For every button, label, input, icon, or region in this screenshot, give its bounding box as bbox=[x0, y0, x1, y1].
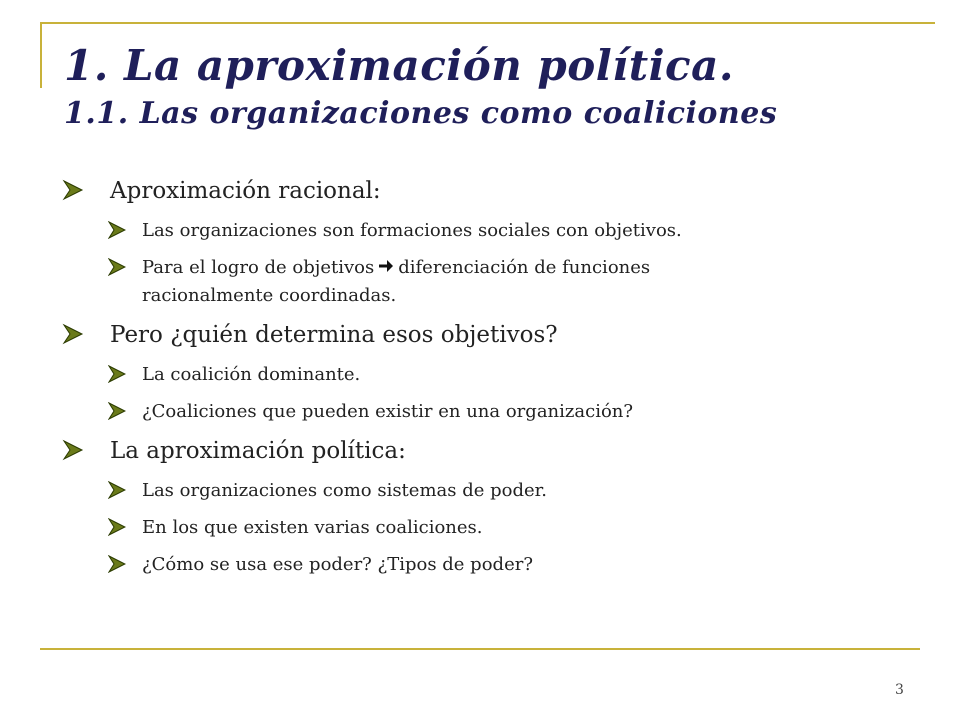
bullet-text: ¿Coaliciones que pueden existir en una organización? bbox=[142, 401, 634, 422]
bullet-text-continuation: racionalmente coordinadas. bbox=[142, 285, 397, 306]
arrowhead-bullet-icon bbox=[108, 258, 126, 276]
page-number: 3 bbox=[895, 682, 904, 698]
bullet-level2 bbox=[62, 398, 922, 426]
bullet-text: Las organizaciones son formaciones sociales con objetivos. bbox=[142, 220, 682, 241]
arrowhead-bullet-icon bbox=[108, 518, 126, 536]
bullet-level2 bbox=[62, 254, 922, 310]
bullet-level2 bbox=[62, 477, 922, 505]
bullet-level1 bbox=[62, 319, 922, 351]
arrowhead-bullet-icon bbox=[62, 323, 84, 345]
bullet-level1 bbox=[62, 175, 922, 207]
slide-title-line2: 1.1. Las organizaciones como coaliciones bbox=[64, 96, 778, 131]
arrowhead-bullet-icon bbox=[108, 555, 126, 573]
bullet-level2 bbox=[62, 514, 922, 542]
title-top-rule bbox=[40, 22, 935, 24]
bullet-level2 bbox=[62, 551, 922, 579]
bullet-text: Pero ¿quién determina esos objetivos? bbox=[110, 322, 558, 348]
right-arrow-icon bbox=[378, 258, 394, 274]
slide-content bbox=[62, 175, 922, 588]
arrowhead-bullet-icon bbox=[62, 439, 84, 461]
bullet-level1 bbox=[62, 435, 922, 467]
bullet-level2 bbox=[62, 361, 922, 389]
bullet-text: Aproximación racional: bbox=[110, 178, 381, 204]
bullet-text: La coalición dominante. bbox=[142, 364, 361, 385]
bullet-text-after: diferenciación de funciones bbox=[398, 257, 651, 278]
arrowhead-bullet-icon bbox=[108, 402, 126, 420]
arrowhead-bullet-icon bbox=[108, 481, 126, 499]
slide-title-line1: 1. La aproximación política. bbox=[64, 41, 734, 90]
arrowhead-bullet-icon bbox=[108, 365, 126, 383]
bullet-text: Las organizaciones como sistemas de poder. bbox=[142, 480, 547, 501]
bullet-text: La aproximación política: bbox=[110, 438, 406, 464]
arrowhead-bullet-icon bbox=[108, 221, 126, 239]
bullet-text: ¿Cómo se usa ese poder? ¿Tipos de poder? bbox=[142, 554, 533, 575]
slide-title bbox=[64, 40, 777, 134]
bullet-level2 bbox=[62, 217, 922, 245]
arrowhead-bullet-icon bbox=[62, 179, 84, 201]
bullet-text-before: Para el logro de objetivos bbox=[142, 257, 375, 278]
title-vertical-rule bbox=[40, 22, 42, 88]
footer-rule bbox=[40, 648, 920, 650]
bullet-text-with-arrow bbox=[142, 254, 922, 310]
bullet-text: En los que existen varias coaliciones. bbox=[142, 517, 483, 538]
